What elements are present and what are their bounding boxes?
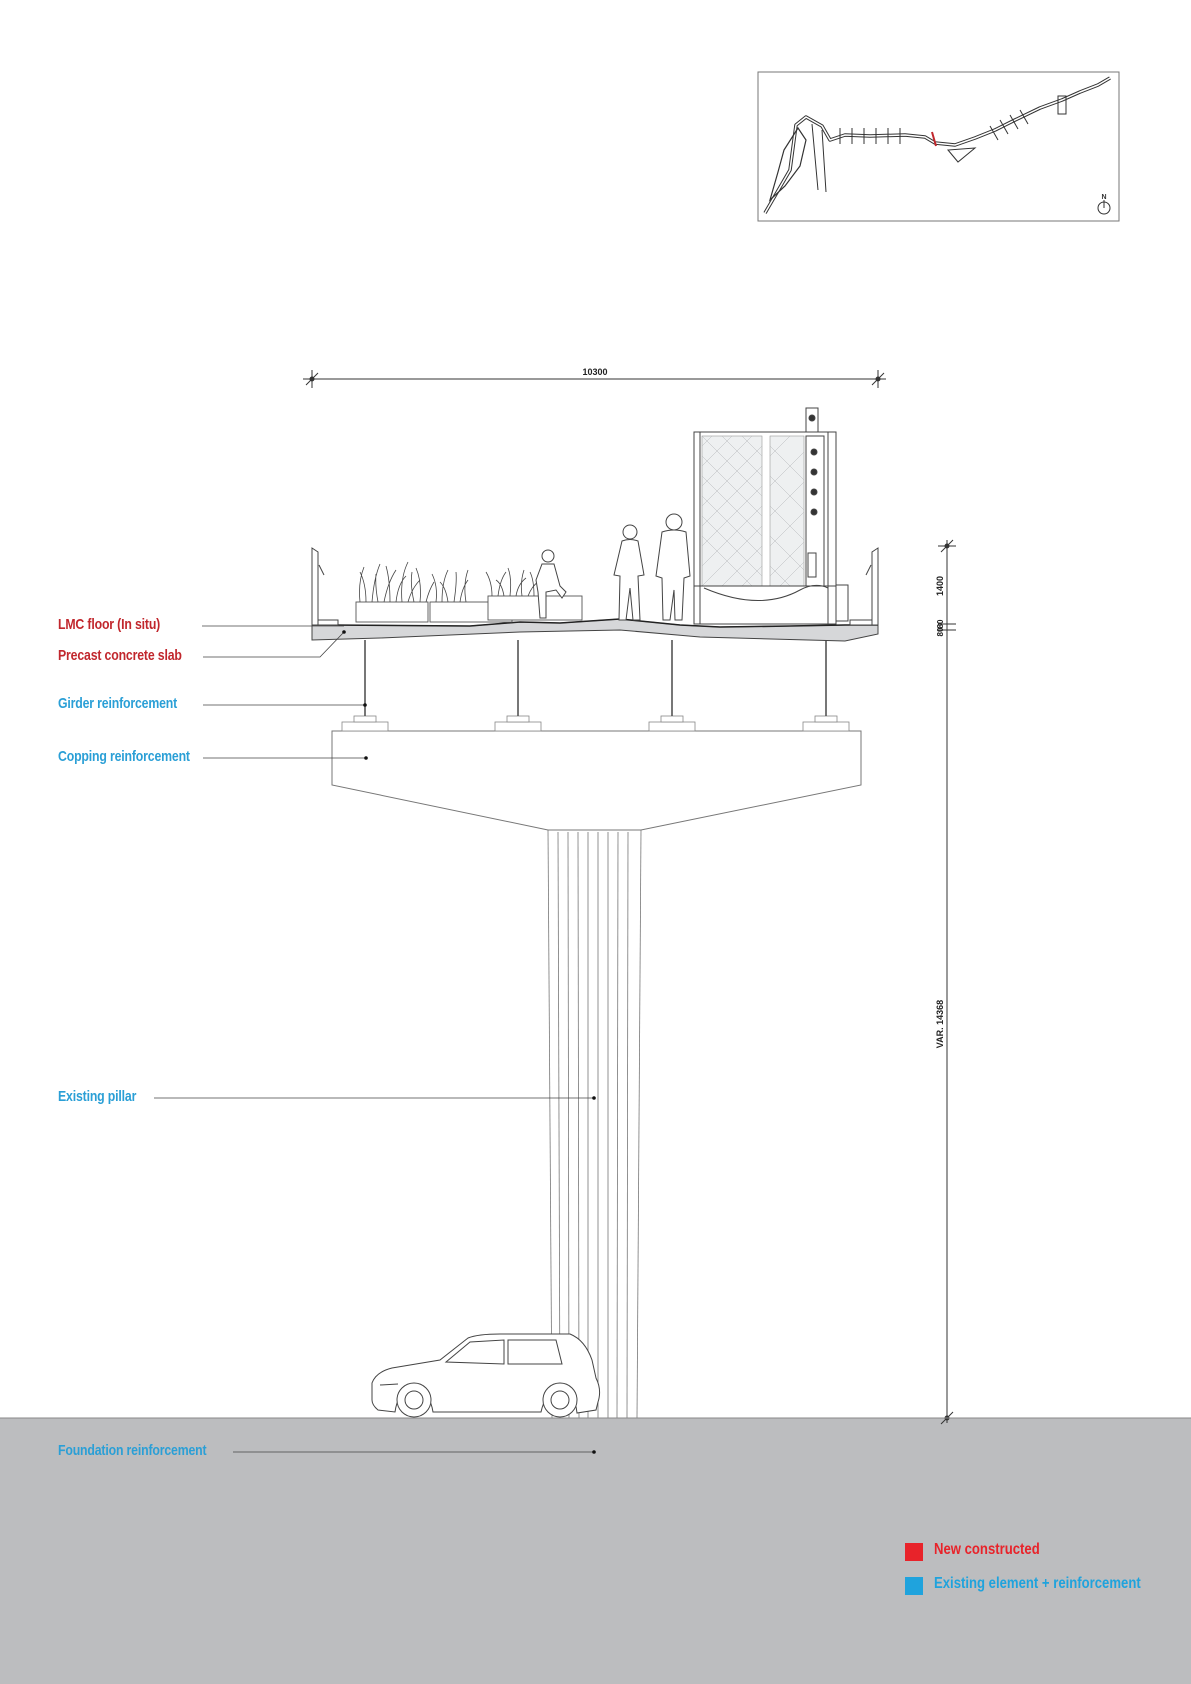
legend-label-existing: Existing element + reinforcement (934, 1575, 1141, 1592)
north-label: N (1101, 194, 1107, 201)
foundation-reinforcement-label: Foundation reinforcement (58, 1442, 207, 1459)
existing-pillar-label: Existing pillar (58, 1088, 137, 1105)
girder-reinforcement-label: Girder reinforcement (58, 695, 178, 712)
precast-slab-label: Precast concrete slab (58, 647, 182, 664)
deck-dimension-label-1: 80 (936, 619, 945, 629)
railing-height-label: 1400 (935, 575, 945, 597)
lmc-floor-label: LMC floor (In situ) (58, 616, 161, 633)
height-dimension (938, 540, 956, 1424)
girders (365, 640, 826, 716)
copping-reinforcement-label: Copping reinforcement (58, 748, 190, 765)
existing-pillar (548, 830, 641, 1418)
pavilion-structure (694, 408, 848, 624)
deck-dimension-label-2: 80 (936, 627, 945, 637)
bearing-pads (342, 716, 849, 731)
legend-swatch-existing (905, 1577, 923, 1595)
copping-pier-cap (332, 731, 861, 830)
legend-label-new: New constructed (934, 1541, 1040, 1558)
car-silhouette (372, 1334, 600, 1417)
width-dimension-label: 10300 (582, 367, 608, 377)
key-plan (758, 72, 1119, 221)
total-height-label: VAR. 14368 (935, 999, 945, 1049)
legend-swatch-new (905, 1543, 923, 1561)
